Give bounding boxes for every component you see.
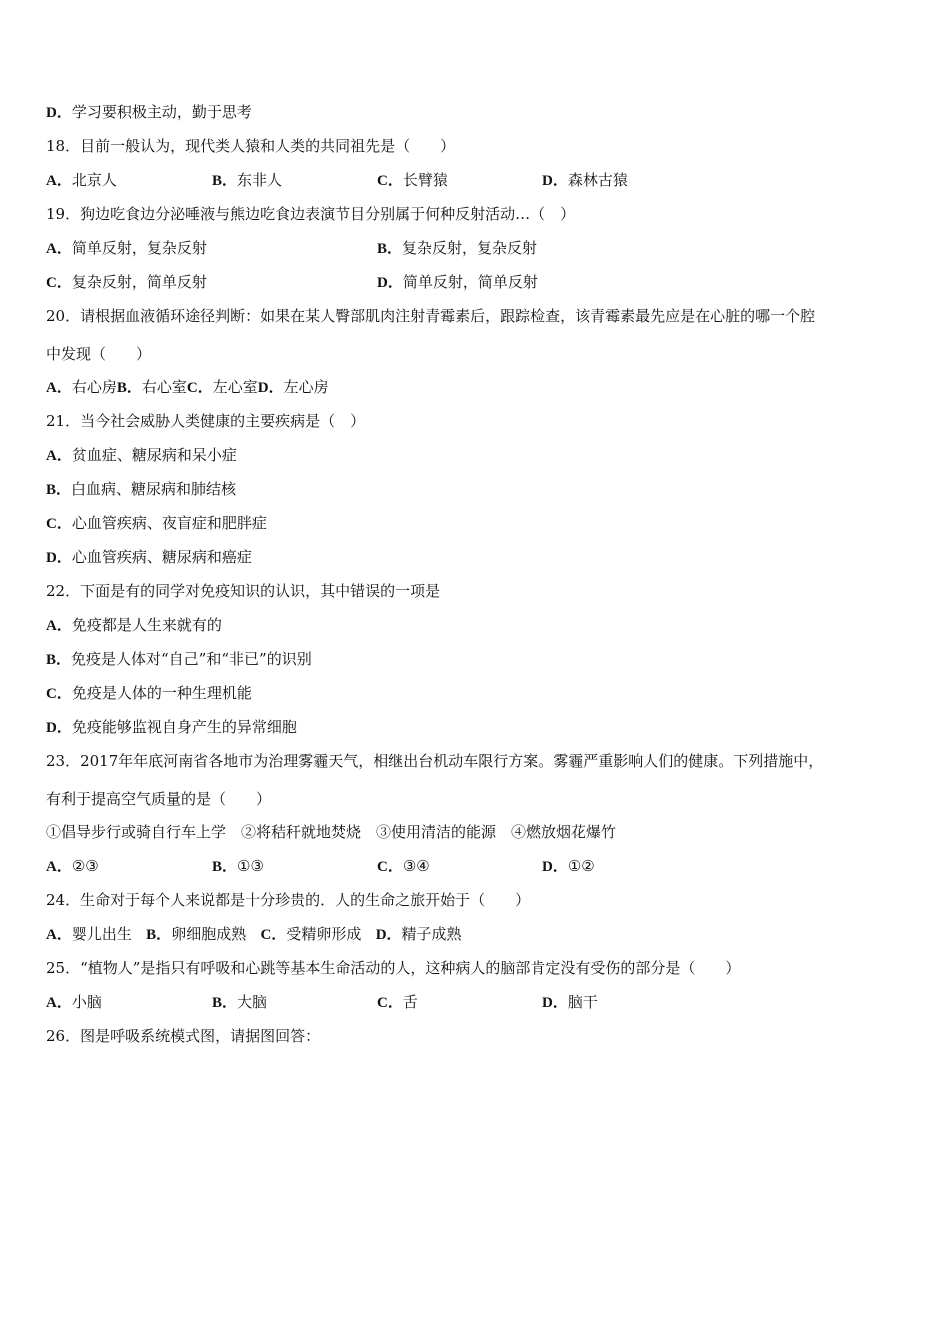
q22-option-c: C．免疫是人体的一种生理机能 [46, 684, 252, 702]
q22-stem: 22．下面是有的同学对免疫知识的认识，其中错误的一项是 [46, 582, 441, 600]
q23-option-c: C．③④ [377, 857, 430, 875]
q24-stem: 24．生命对于每个人来说都是十分珍贵的．人的生命之旅开始于（ ） [46, 891, 531, 909]
q22-option-a: A．免疫都是人生来就有的 [46, 616, 222, 634]
q23-stem-line2: 有利于提高空气质量的是（ ） [46, 790, 272, 808]
q23-option-d: D．①② [542, 857, 595, 875]
q20-stem-line2: 中发现（ ） [46, 345, 152, 363]
q26-stem: 26．图是呼吸系统模式图，请据图回答： [46, 1027, 321, 1045]
q21-option-d: D．心血管疾病、糖尿病和癌症 [46, 548, 252, 566]
q25-stem: 25．“植物人”是指只有呼吸和心跳等基本生命活动的人，这种病人的脑部肯定没有受伤的部分是（ ） [46, 959, 741, 977]
q21-option-a: A．贫血症、糖尿病和呆小症 [46, 446, 237, 464]
q19-option-b: B．复杂反射，复杂反射 [377, 239, 538, 257]
q24-options: A．婴儿出生 B．卵细胞成熟 C．受精卵形成 D．精子成熟 [46, 925, 462, 943]
q18-option-b: B．东非人 [212, 171, 283, 189]
q21-option-c: C．心血管疾病、夜盲症和肥胖症 [46, 514, 267, 532]
q18-stem: 18．目前一般认为，现代类人猿和人类的共同祖先是（ ） [46, 137, 456, 155]
q25-option-c: C．舌 [377, 993, 418, 1011]
q23-stem-line1: 23．2017年年底河南省各地市为治理雾霾天气，相继出台机动车限行方案。雾霾严重影响人们的健康。下列措施中， [46, 752, 824, 770]
q22-option-d: D．免疫能够监视自身产生的异常细胞 [46, 718, 297, 736]
q18-option-a: A．北京人 [46, 171, 117, 189]
q18-option-d: D．森林古猿 [542, 171, 628, 189]
q25-option-b: B．大脑 [212, 993, 268, 1011]
q20-options: A．右心房B．右心室C．左心室D．左心房 [46, 378, 329, 396]
q19-stem: 19．狗边吃食边分泌唾液与熊边吃食边表演节目分别属于何种反射活动…（ ） [46, 205, 576, 223]
q23-measures: ①倡导步行或骑自行车上学 ②将秸秆就地焚烧 ③使用清洁的能源 ④燃放烟花爆竹 [46, 823, 617, 841]
q23-option-b: B．①③ [212, 857, 264, 875]
q19-option-c: C．复杂反射，简单反射 [46, 273, 207, 291]
q25-option-d: D．脑干 [542, 993, 598, 1011]
q23-option-a: A．②③ [46, 857, 99, 875]
q17-option-d: D．学习要积极主动，勤于思考 [46, 103, 252, 121]
q21-stem: 21．当今社会威胁人类健康的主要疾病是（ ） [46, 412, 366, 430]
q25-option-a: A．小脑 [46, 993, 102, 1011]
q18-option-c: C．长臂猿 [377, 171, 448, 189]
q19-option-d: D．简单反射，简单反射 [377, 273, 538, 291]
q19-option-a: A．简单反射，复杂反射 [46, 239, 207, 257]
q21-option-b: B．白血病、糖尿病和肺结核 [46, 480, 237, 498]
q22-option-b: B．免疫是人体对“自己”和“非已”的识别 [46, 650, 312, 668]
q20-stem-line1: 20．请根据血液循环途径判断：如果在某人臀部肌肉注射青霉素后，跟踪检查，该青霉素最先应是在心脏的哪一个腔 [46, 307, 816, 325]
